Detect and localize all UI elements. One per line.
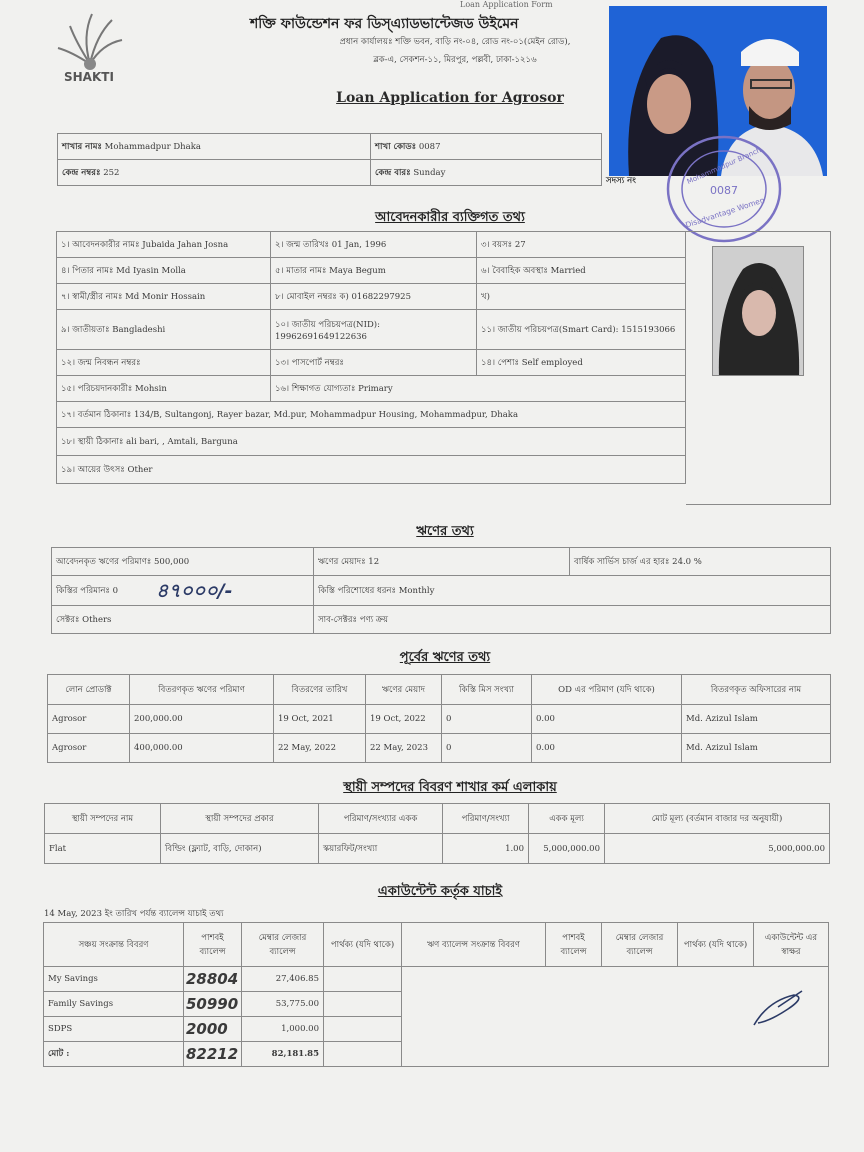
cell: 5,000,000.00	[605, 834, 830, 864]
income-source: ১৯। আয়ের উৎসঃ Other	[57, 456, 686, 484]
col-quantity: পরিমাণ/সংখ্যা	[443, 804, 529, 834]
signature-area	[402, 967, 829, 1067]
service-charge: বার্ষিক সার্ভিস চার্জ এর হারঃ 24.0 %	[570, 548, 831, 576]
col-loan-difference: পার্থক্য (যদি থাকে)	[678, 923, 754, 967]
branch-code-label: শাখা কোডঃ	[375, 141, 417, 152]
cell: 0.00	[532, 705, 682, 734]
father-name: ৪। পিতার নামঃ Md Iyasin Molla	[57, 258, 271, 284]
col-missed-installments: কিস্তি মিস সংখ্যা	[442, 675, 532, 705]
col-od-amount: OD এর পরিমাণ (যদি থাকে)	[532, 675, 682, 705]
branch-stamp	[664, 132, 784, 246]
center-day-value: Sunday	[413, 167, 446, 178]
org-title: শক্তি ফাউন্ডেশন ফর ডিস্‌এ্যাডভান্টেজড উইমেন	[250, 16, 519, 32]
branch-name-value: Mohammadpur Dhaka	[104, 141, 201, 152]
cell: 22 May, 2022	[274, 734, 366, 763]
col-difference: পার্থক্য (যদি থাকে)	[324, 923, 402, 967]
branch-name-label: শাখার নামঃ	[62, 141, 102, 152]
address-line-1: প্রধান কার্যালয়ঃ শক্তি ভবন, বাড়ি নং-০৪, রোড নং-০১(মেইন রোড),	[339, 37, 571, 47]
present-address: ১৭। বর্তমান ঠিকানাঃ 134/B, Sultangonj, Rayer bazar, Md.pur, Mohammadpur Housing, Mohammadpur, Dhaka	[57, 402, 686, 428]
spouse-name: ৭। স্বামী/স্ত্রীর নামঃ Md Monir Hossain	[57, 284, 271, 310]
cell	[324, 1042, 402, 1067]
installment-handwritten: ৪৭০০০/-	[156, 580, 233, 602]
branch-table	[57, 133, 602, 186]
cell	[324, 1017, 402, 1042]
balance-date-note: 14 May, 2023 ইং তারিখ পর্যন্ত ব্যালেন্স যাচাই তথ্য	[44, 909, 224, 919]
loan-amount: আবেদনকৃত ঋণের পরিমাণঃ 500,000	[52, 548, 314, 576]
col-unit-price: একক মূল্য	[529, 804, 605, 834]
cell: Flat	[45, 834, 161, 864]
installment-amount: কিস্তির পরিমানঃ 0	[56, 585, 119, 596]
cell: Family Savings	[44, 992, 184, 1017]
col-unit: পরিমাণ/সংখ্যার একক	[319, 804, 443, 834]
cell: 400,000.00	[130, 734, 274, 763]
table-row	[48, 705, 831, 734]
permanent-address: ১৮। স্থায়ী ঠিকানাঃ ali bari, , Amtali, Barguna	[57, 428, 686, 456]
col-loan-balance-desc: ঋণ ব্যালেন্স সংক্রান্ত বিবরণ	[402, 923, 546, 967]
cell: 1,000.00	[242, 1017, 324, 1042]
loan-duration: ঋণের মেয়াদঃ 12	[314, 548, 570, 576]
accountant-signature	[748, 987, 808, 1031]
cell: SDPS	[44, 1017, 184, 1042]
personal-info-table	[56, 231, 686, 484]
stamp-line-1: Mohammadpur Branch	[685, 146, 763, 186]
center-day-label: কেন্দ্র বারঃ	[375, 167, 411, 178]
smart-card-number: ১১। জাতীয় পরিচয়পত্র(Smart Card): 1515193066	[477, 310, 686, 350]
previous-loans-title: পূর্বের ঋণের তথ্য	[399, 650, 491, 665]
applicant-name: ১। আবেদনকারীর নামঃ Jubaida Jahan Josna	[57, 232, 271, 258]
cell: Agrosor	[48, 734, 130, 763]
col-ledger-balance: মেম্বার লেজার ব্যালেন্স	[242, 923, 324, 967]
col-loan-duration: ঋণের মেয়াদ	[366, 675, 442, 705]
passport-number: ১৩। পাসপোর্ট নম্বরঃ	[271, 350, 477, 376]
handwritten-total: 82212	[184, 1042, 242, 1067]
sub-sector: সাব-সেক্টরঃ পণ্য ক্রয়	[314, 606, 831, 634]
birth-registration: ১২। জন্ম নিবন্ধন নম্বরঃ	[57, 350, 271, 376]
cell: Md. Azizul Islam	[682, 734, 831, 763]
education: ১৬। শিক্ষাগত যোগ্যতাঃ Primary	[271, 376, 686, 402]
sector: সেক্টরঃ Others	[52, 606, 314, 634]
cell: 5,000,000.00	[529, 834, 605, 864]
col-disbursement-date: বিতরণের তারিখ	[274, 675, 366, 705]
col-officer-name: বিতরণকৃত অফিসারের নাম	[682, 675, 831, 705]
nationality: ৯। জাতীয়তাঃ Bangladeshi	[57, 310, 271, 350]
accountant-table	[43, 922, 829, 1067]
center-no-value: 252	[103, 167, 120, 178]
cell: 0	[442, 705, 532, 734]
col-loan-ledger: মেম্বার লেজার ব্যালেন্স	[602, 923, 678, 967]
occupation: ১৪। পেশাঃ Self employed	[477, 350, 686, 376]
cell	[324, 967, 402, 992]
accountant-title: একাউন্টেন্ট কর্তৃক যাচাই	[377, 884, 503, 899]
nid-number: ১০। জাতীয় পরিচয়পত্র(NID): 19962691649122636	[271, 310, 477, 350]
cell: 200,000.00	[130, 705, 274, 734]
age: ৩। বয়সঃ 27	[477, 232, 686, 258]
handwritten-cell: 2000	[184, 1017, 242, 1042]
previous-loans-table	[47, 674, 831, 763]
cell	[324, 992, 402, 1017]
assets-title: স্থায়ী সম্পদের বিবরণ শাখার কর্ম এলাকায়	[343, 780, 557, 795]
mobile-number: ৮। মোবাইল নম্বরঃ ক) 01682297925	[271, 284, 477, 310]
handwritten-cell: 50990	[184, 992, 242, 1017]
shakti-logo	[52, 6, 128, 92]
total-value: 82,181.85	[242, 1042, 324, 1067]
mother-name: ৫। মাতার নামঃ Maya Begum	[271, 258, 477, 284]
branch-code-value: 0087	[418, 141, 441, 152]
personal-info-title: আবেদনকারীর ব্যক্তিগত তথ্য	[375, 210, 525, 225]
assets-table	[44, 803, 830, 864]
introducer: ১৫। পরিচয়দানকারীঃ Mohsin	[57, 376, 271, 402]
table-row	[48, 734, 831, 763]
total-label: মোট :	[44, 1042, 184, 1067]
col-asset-type: স্থায়ী সম্পদের প্রকার	[161, 804, 319, 834]
handwritten-cell: 28804	[184, 967, 242, 992]
cell: স্কয়ারফিট/সংখ্যা	[319, 834, 443, 864]
cell: 27,406.85	[242, 967, 324, 992]
mobile-number-2: খ)	[477, 284, 686, 310]
col-total-value: মোট মূল্য (বর্তমান বাজার দর অনুযায়ী)	[605, 804, 830, 834]
installment-type: কিস্তি পরিশোধের ধরনঃ Monthly	[314, 576, 831, 606]
member-no-label: সদস্য নং	[606, 176, 636, 186]
cell: 1.00	[443, 834, 529, 864]
cell: 0	[442, 734, 532, 763]
col-asset-name: স্থায়ী সম্পদের নাম	[45, 804, 161, 834]
col-accountant-signature: একাউন্টেন্ট এর স্বাক্ষর	[754, 923, 829, 967]
col-loan-product: লোন প্রোডাক্ট	[48, 675, 130, 705]
cell: 22 May, 2023	[366, 734, 442, 763]
col-savings-desc: সঞ্চয় সংক্রান্ত বিবরণ	[44, 923, 184, 967]
form-title: Loan Application for Agrosor	[336, 90, 564, 106]
applicant-photo	[712, 246, 804, 376]
col-disbursed-amount: বিতরণকৃত ঋণের পরিমাণ	[130, 675, 274, 705]
loan-info-table	[51, 547, 831, 634]
stamp-line-2: Disadvantage Women	[684, 195, 766, 230]
stamp-code: 0087	[710, 184, 738, 197]
cell: Md. Azizul Islam	[682, 705, 831, 734]
address-line-2: ব্লক-এ, সেকশন-১১, মিরপুর, পল্লবী, ঢাকা-১২১৬	[373, 55, 537, 65]
cell: 19 Oct, 2022	[366, 705, 442, 734]
cell: 0.00	[532, 734, 682, 763]
cell: Agrosor	[48, 705, 130, 734]
loan-info-title: ঋণের তথ্য	[416, 524, 474, 539]
col-passbook-balance: পাশবই ব্যালেন্স	[184, 923, 242, 967]
marital-status: ৬। বৈবাহিক অবস্থাঃ Married	[477, 258, 686, 284]
cell: My Savings	[44, 967, 184, 992]
cell: বিল্ডিং (ফ্ল্যাট, বাড়ি, দোকান)	[161, 834, 319, 864]
birth-date: ২। জন্ম তারিখঃ 01 Jan, 1996	[271, 232, 477, 258]
table-row	[44, 967, 829, 992]
col-loan-passbook: পাশবই ব্যালেন্স	[546, 923, 602, 967]
logo-text: SHAKTI	[64, 70, 114, 84]
cell: 19 Oct, 2021	[274, 705, 366, 734]
table-row	[45, 834, 830, 864]
cell: 53,775.00	[242, 992, 324, 1017]
center-no-label: কেন্দ্র নম্বরঃ	[62, 167, 101, 178]
form-top-label: Loan Application Form	[460, 0, 553, 9]
